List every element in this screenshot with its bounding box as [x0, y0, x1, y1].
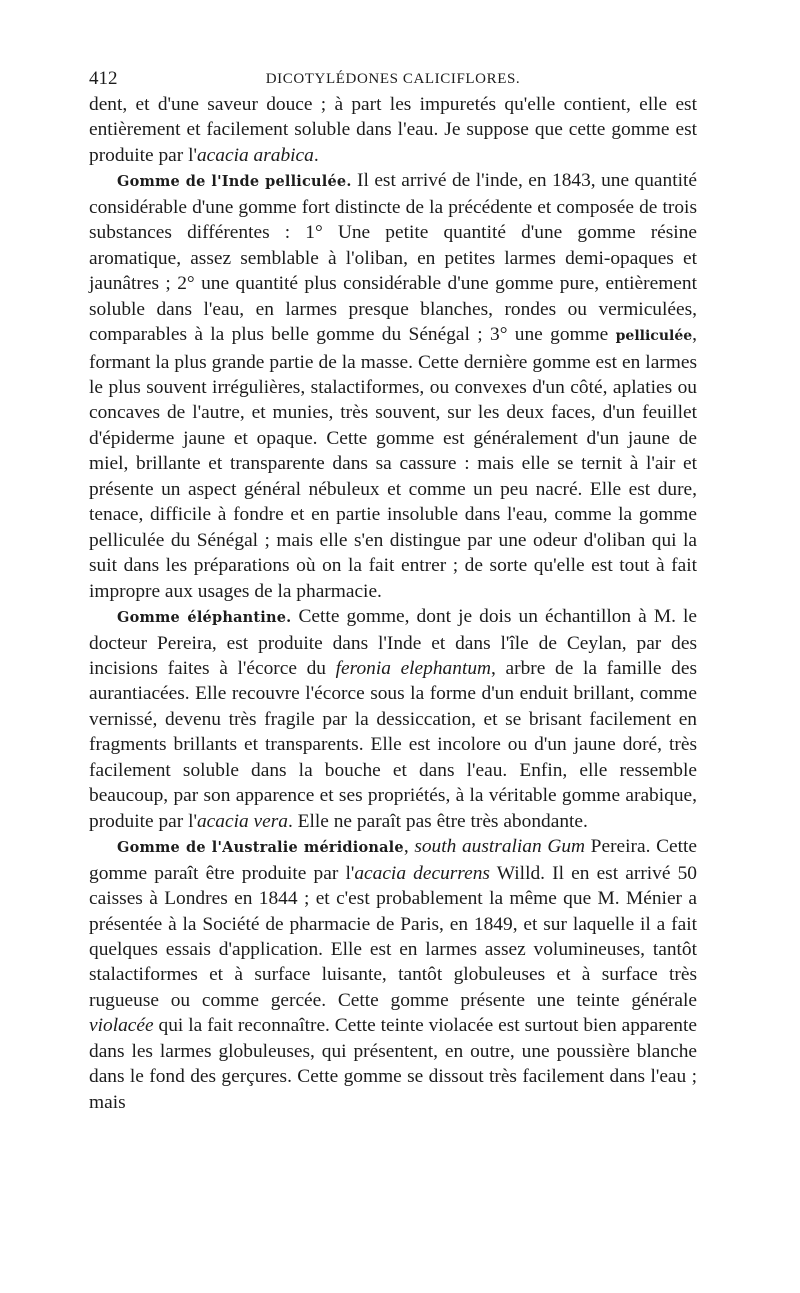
- section-heading: Gomme de l'Inde pelliculée.: [117, 173, 352, 191]
- paragraph-text: Cette gomme, dont je dois un échantillon à M. le docteur Pereira, est produite dans l'Inde et dans l'île de Ceylan, par des incisions faites à l'écorce du: [89, 606, 697, 679]
- body-text: [89, 92, 697, 1115]
- emphasis-term: violacée: [89, 1015, 154, 1037]
- section-heading: Gomme éléphantine.: [117, 609, 292, 627]
- paragraph-text: , arbre de la famille des aurantiacées. Elle recouvre l'écorce sous la forme d'un enduit brillant, comme vernissé, devenu très fragile par la dessiccation, et se brisant facilement en fragments brillants et transparents. Elle est incolore ou d'un jaune doré, très facilement soluble dans la bouche et dans l'eau. Enfin, elle ressemble beaucoup, par son apparence et ses propriétés, à la véritable gomme arabique, produite par l': [89, 657, 698, 832]
- paragraph-text: Willd. Il en est arrivé 50 caisses à Londres en 1844 ; et c'est probablement la même que M. Ménier a présentée à la Société de pharmacie de Paris, en 1849, et sur laquelle il a fait quelques essais d'application. Elle est en larmes assez volumineuses, tantôt stalactiformes et à surface luisante, tantôt globuleuses et à surface très rugueuse ou comme gercée. Cette gomme présente une teinte générale: [89, 862, 697, 1011]
- species-name: acacia decurrens: [354, 862, 490, 884]
- species-name: acacia vera: [196, 810, 288, 832]
- book-page: [89, 66, 697, 1115]
- paragraph-text: dent, et d'une saveur douce ; à part les impuretés qu'elle contient, elle est entièrement et facilement soluble dans l'eau. Je suppose que cette gomme est produite par l': [89, 94, 697, 166]
- section-heading: Gomme de l'Australie méridionale: [117, 839, 404, 857]
- species-name: feronia elephantum: [335, 657, 492, 679]
- running-title: DICOTYLÉDONES CALICIFLORES.: [265, 71, 521, 87]
- paragraph-gomme-australie: [89, 834, 697, 1115]
- paragraph-text: .: [313, 144, 319, 166]
- paragraph-text: . Elle ne paraît pas être très abondante.: [287, 810, 588, 832]
- paragraph-text: ,: [403, 836, 415, 858]
- running-head: [89, 66, 697, 92]
- page-number: 412: [89, 68, 118, 89]
- english-name: south australian Gum: [414, 836, 586, 858]
- paragraph-text: , formant la plus grande partie de la masse. Cette dernière gomme est en larmes le plus souvent irrégulières, stalactiformes, ou convexes d'un côté, aplaties ou concaves de l'autre, et munies, très souvent, sur les deux faces, d'un feuillet d'épiderme jaune et opaque. Cette gomme est généralement d'un jaune de miel, brillante et transparente dans sa cassure : mais elle se ternit à l'air et présente un aspect général nébuleux et comme un peu nacré. Elle est dure, tenace, difficile à fondre et en partie insoluble dans l'eau, comme la gomme pelliculée du Sénégal ; mais elle s'en distingue par une odeur d'oliban qui la suit dans les préparations où on la fait entrer ; de sorte qu'elle est tout à fait impropre aux usages de la pharmacie.: [89, 324, 697, 602]
- paragraph-text: Pereira. Cette gomme paraît être produite par l': [89, 836, 697, 884]
- paragraph-text: Il est arrivé de l'inde, en 1843, une quantité considérable d'une gomme fort distincte de la précédente et composée de trois substances différentes : 1° Une petite quantité d'une gomme résine aromatique, assez semblable à l'oliban, en petites larmes demi-opaques et jaunâtres ; 2° une quantité plus considérable d'une gomme pure, entièrement soluble dans l'eau, en larmes presque blanches, rondes ou vermiculées, comparables à la plus belle gomme du Sénégal ; 3° une gomme: [89, 170, 697, 346]
- paragraph-gomme-elephantine: [89, 604, 697, 834]
- paragraph-text: qui la fait reconnaître. Cette teinte violacée est surtout bien apparente dans les larmes globuleuses, qui présentent, en outre, une poussière blanche dans le fond des gerçures. Cette gomme se dissout très facilement dans l'eau ; mais: [89, 1015, 697, 1113]
- emphasis-term: pelliculée: [615, 328, 693, 345]
- paragraph-continuation: [89, 92, 697, 168]
- paragraph-gomme-inde: [89, 168, 697, 604]
- species-name: acacia arabica: [196, 144, 314, 166]
